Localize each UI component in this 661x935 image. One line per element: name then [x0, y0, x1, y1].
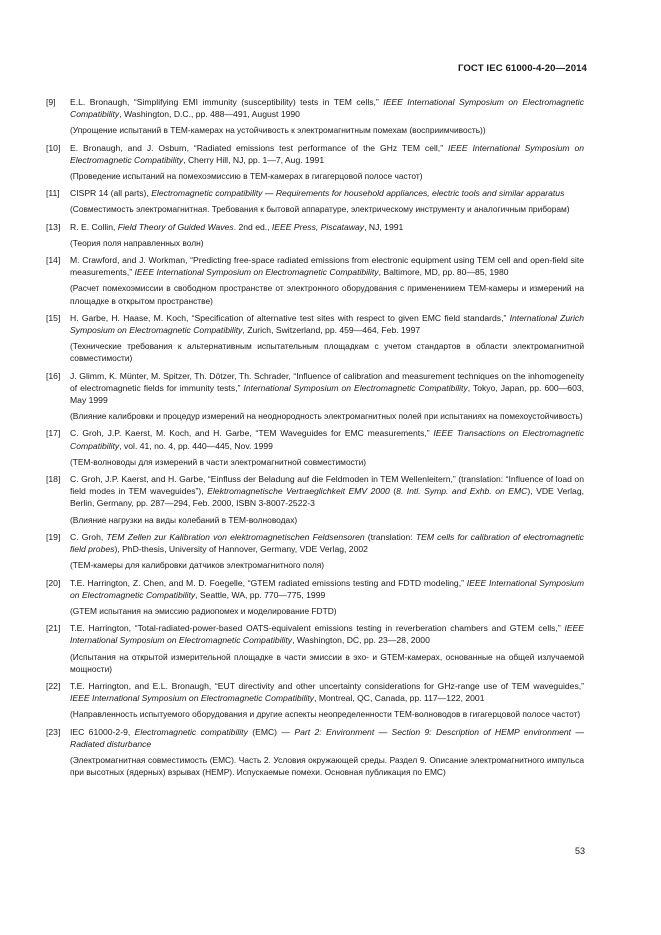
- reference-item: [46, 531, 584, 572]
- reference-segment: IEC 61000-2-9,: [70, 726, 135, 737]
- reference-italic-segment: 8. Intl. Symp. and Exhb. on EMC: [396, 486, 528, 497]
- reference-italic-segment: IEEE International Symposium on Electromagnetic Compatibility: [70, 142, 584, 165]
- reference-italic-segment: Electromagnetic compatibility: [134, 726, 248, 737]
- reference-italic-segment: TEM Zellen zur Kalibration von elektromagnetischen Feldsensoren: [106, 531, 365, 542]
- reference-item: [46, 726, 584, 779]
- reference-citation: [46, 531, 584, 555]
- reference-translation: (Электромагнитная совместимость (ЕМС). Часть 2. Условия окружающей среды. Раздел 9. Описание электромагнитного импульса при высотных (ядерных) взрывах (HEMP). Испускаемые помехи. Основная публикация по ЕМС): [70, 754, 584, 778]
- reference-segment: T.E. Harrington, Z. Chen, and M. D. Foegelle, “GTEM radiated emissions testing and FDTD modeling,”: [70, 577, 467, 588]
- reference-list: [46, 96, 584, 783]
- reference-italic-segment: International Zurich Symposium on Electromagnetic Compatibility: [70, 312, 584, 336]
- reference-italic-segment: International Symposium on Electromagnetic Compatibility: [243, 382, 468, 393]
- reference-citation: [46, 312, 584, 336]
- reference-translation: (Влияние нагрузки на виды колебаний в ТЕМ-волноводах): [70, 514, 298, 525]
- reference-translation: (Испытания на открытой измерительной площадке в части эмиссии в эхо- и GTEM-камерах, основанные на общей излучаемой мощности): [70, 651, 584, 674]
- reference-italic-segment: IEEE Press, Piscataway: [271, 221, 365, 232]
- reference-translation: (Проведение испытаний на помехоэмиссию в ТЕМ-камерах в гигагерцовой полосе частот): [70, 171, 423, 182]
- reference-italic-segment: IEEE International Symposium on Electromagnetic Compatibility: [70, 97, 584, 120]
- reference-number: [10]: [46, 142, 61, 153]
- reference-segment: , Montreal, QC, Canada, pp. 117—122, 2001: [314, 693, 485, 704]
- reference-segment: E.L. Bronaugh, “Simplifying EMI immunity (susceptibility) tests in TEM cells,”: [70, 97, 384, 107]
- reference-text: [70, 370, 584, 407]
- reference-item: [46, 577, 584, 618]
- reference-segment: , Tokyo, Japan, pp. 600—603, May 1999: [70, 382, 585, 406]
- reference-translation: (ТЕМ-волноводы для измерений в части электромагнитной совместимости): [70, 456, 367, 467]
- reference-number: [14]: [46, 255, 61, 266]
- reference-text: [70, 577, 584, 601]
- reference-number: [21]: [46, 623, 61, 634]
- reference-number: [9]: [46, 97, 56, 107]
- reference-number: [15]: [46, 312, 61, 323]
- reference-segment: T.E. Harrington, and E.L. Bronaugh, “EUT directivity and other uncertainty considerations for GHz-range use of TEM waveguides,”: [70, 680, 584, 691]
- reference-text: [70, 221, 584, 233]
- reference-citation: [46, 577, 584, 601]
- reference-text: [70, 622, 584, 646]
- reference-segment: . 2nd ed.,: [233, 221, 272, 232]
- reference-text: [70, 680, 584, 704]
- reference-citation: [46, 96, 584, 120]
- reference-number: [20]: [46, 577, 61, 588]
- reference-number: [13]: [46, 221, 61, 232]
- reference-segment: C. Groh, J.P. Kaerst, and H. Garbe, “Einfluss der Beladung auf die Feldmoden in TEM Wellenleitern,” (translation: “Influence of load on field modes in TEM waveguides”),: [70, 474, 584, 497]
- reference-translation: (Упрощение испытаний в ТЕМ-камерах на устойчивость к электромагнитным помехам (восприимчивость)): [70, 125, 486, 136]
- reference-italic-segment: IEEE International Symposium on Electromagnetic Compatibility: [70, 623, 584, 646]
- reference-italic-segment: IEEE International Symposium on Electromagnetic Compatibility: [70, 577, 584, 600]
- reference-citation: [46, 370, 584, 407]
- reference-text: [70, 427, 584, 451]
- reference-citation: [46, 187, 584, 199]
- reference-translation: (Теория поля направленных волн): [70, 237, 204, 248]
- reference-segment: ), VDE Verlag, Berlin, Germany, pp. 287—294, Feb. 2000, ISBN 3-8007-2522-3: [70, 486, 585, 509]
- reference-text: [70, 473, 584, 510]
- reference-text: [70, 726, 584, 750]
- reference-segment: (: [389, 486, 397, 497]
- reference-italic-segment: Electromagnetic compatibility — Requirements for household appliances, electric tools and similar apparatus: [151, 188, 565, 199]
- reference-segment: C. Groh,: [70, 531, 107, 542]
- reference-segment: , Seattle, WA, pp. 770—775, 1999: [195, 589, 326, 600]
- reference-segment: M. Crawford, and J. Workman, “Predicting free-space radiated emissions from electronic equipment using TEM cell and open-field site measurements,”: [70, 255, 584, 278]
- reference-citation: [46, 622, 584, 646]
- reference-number: [17]: [46, 428, 61, 439]
- reference-item: [46, 427, 584, 468]
- reference-segment: H. Garbe, H. Haase, M. Koch, “Specification of alternative test sites with respect to given EMC field standards,”: [70, 312, 510, 323]
- reference-italic-segment: Elektromagnetische Vertraeglichkeit EMV 2000: [207, 486, 390, 497]
- reference-italic-segment: Part 2: Environment — Section 9: Description of HEMP environment — Radiated disturbance: [70, 726, 585, 749]
- reference-segment: T.E. Harrington, “Total-radiated-power-based OATS-equivalent emissions testing in reverberation chambers and GTEM cells,”: [70, 623, 565, 634]
- reference-item: [46, 473, 584, 526]
- reference-translation: (Влияние калибровки и процедур измерений на неоднородность электромагнитных полей при испытаниях на помехоустойчивость): [70, 411, 583, 422]
- reference-italic-segment: IEEE Transactions on Electromagnetic Compatibility: [70, 428, 584, 451]
- reference-italic-segment: IEEE International Symposium on Electromagnetic Compatibility: [70, 693, 315, 704]
- reference-segment: E. Bronaugh, and J. Osburn, “Radiated emissions test performance of the GHz TEM cell,”: [70, 142, 448, 153]
- reference-translation: (GTEM испытания на эмиссию радиопомех и моделирование FDTD): [70, 605, 337, 616]
- reference-number: [16]: [46, 370, 61, 381]
- reference-segment: , NJ, 1991: [364, 221, 404, 232]
- reference-item: [46, 254, 584, 307]
- reference-item: [46, 312, 584, 365]
- reference-segment: J. Glimm, K. Münter, M. Spitzer, Th. Dötzer, Th. Schrader, “Influence of calibration and measurement techniques on the inhomogeneity of electromagnetic fields for immunity tests,”: [70, 370, 584, 393]
- reference-segment: (EMC) —: [247, 726, 295, 737]
- reference-italic-segment: IEEE International Symposium on Electromagnetic Compatibility: [134, 267, 379, 278]
- reference-segment: CISPR 14 (all parts),: [70, 188, 152, 199]
- reference-segment: , vol. 41, no. 4, pp. 440—445, Nov. 1999: [119, 440, 273, 451]
- reference-text: [70, 254, 584, 278]
- reference-segment: C. Groh, J.P. Kaerst, M. Koch, and H. Garbe, “TEM Waveguides for EMC measurements,”: [70, 428, 434, 439]
- reference-text: [70, 187, 584, 199]
- standard-designation: ГОСТ IEC 61000-4-20—2014: [457, 63, 587, 74]
- reference-item: [46, 96, 584, 137]
- reference-citation: [46, 254, 584, 278]
- reference-segment: , Zurich, Switzerland, pp. 459—464, Feb. 1997: [242, 325, 421, 336]
- reference-citation: [46, 680, 584, 704]
- reference-segment: ), PhD-thesis, University of Hannover, Germany, VDE Verlag, 2002: [114, 544, 368, 555]
- reference-segment: (translation:: [364, 531, 416, 542]
- reference-translation: (Расчет помехоэмиссии в свободном пространстве от электронного оборудования с применениием ТЕМ-камеры и измерений на площадке в открытом пространстве): [70, 283, 584, 306]
- reference-number: [18]: [46, 474, 61, 485]
- reference-translation: (Совместимость электромагнитная. Требования к бытовой аппаратуре, электрическому инструменту и аналогичным приборам): [70, 204, 570, 215]
- reference-number: [23]: [46, 726, 61, 737]
- reference-citation: [46, 221, 584, 233]
- reference-text: [70, 96, 584, 120]
- page-number: 53: [574, 846, 585, 856]
- reference-citation: [46, 726, 584, 750]
- reference-translation: (Технические требования к альтернативным испытательным площадкам с учетом стандартов в области электромагнитной совместимости): [70, 341, 584, 364]
- reference-text: [70, 142, 584, 166]
- reference-text: [70, 531, 584, 555]
- reference-segment: , Cherry Hill, NJ, pp. 1—7, Aug. 1991: [183, 154, 325, 165]
- reference-text: [70, 312, 584, 336]
- reference-italic-segment: TEM cells for calibration of electromagnetic field probes: [70, 531, 584, 555]
- reference-segment: , Baltimore, MD, pp. 80—85, 1980: [378, 267, 509, 278]
- reference-citation: [46, 427, 584, 451]
- reference-italic-segment: Field Theory of Guided Waves: [117, 221, 234, 232]
- reference-item: [46, 142, 584, 183]
- reference-translation: (ТЕМ-камеры для калибровки датчиков электромагнитного поля): [70, 560, 325, 571]
- reference-number: [11]: [46, 188, 60, 199]
- reference-segment: , Washington, DC, pp. 23—28, 2000: [292, 635, 430, 646]
- reference-item: [46, 187, 584, 215]
- reference-segment: R. E. Collin,: [70, 221, 118, 232]
- reference-number: [22]: [46, 680, 61, 691]
- reference-item: [46, 622, 584, 675]
- reference-segment: , Washington, D.C., pp. 488—491, August 1990: [119, 109, 300, 120]
- reference-number: [19]: [46, 531, 61, 542]
- reference-item: [46, 221, 584, 249]
- reference-citation: [46, 142, 584, 166]
- reference-item: [46, 370, 584, 423]
- reference-citation: [46, 473, 584, 510]
- reference-item: [46, 680, 584, 721]
- reference-translation: (Направленность испытуемого оборудования и другие аспекты неопределенности ТЕМ-волноводов в гигагерцовой полосе частот): [70, 709, 581, 720]
